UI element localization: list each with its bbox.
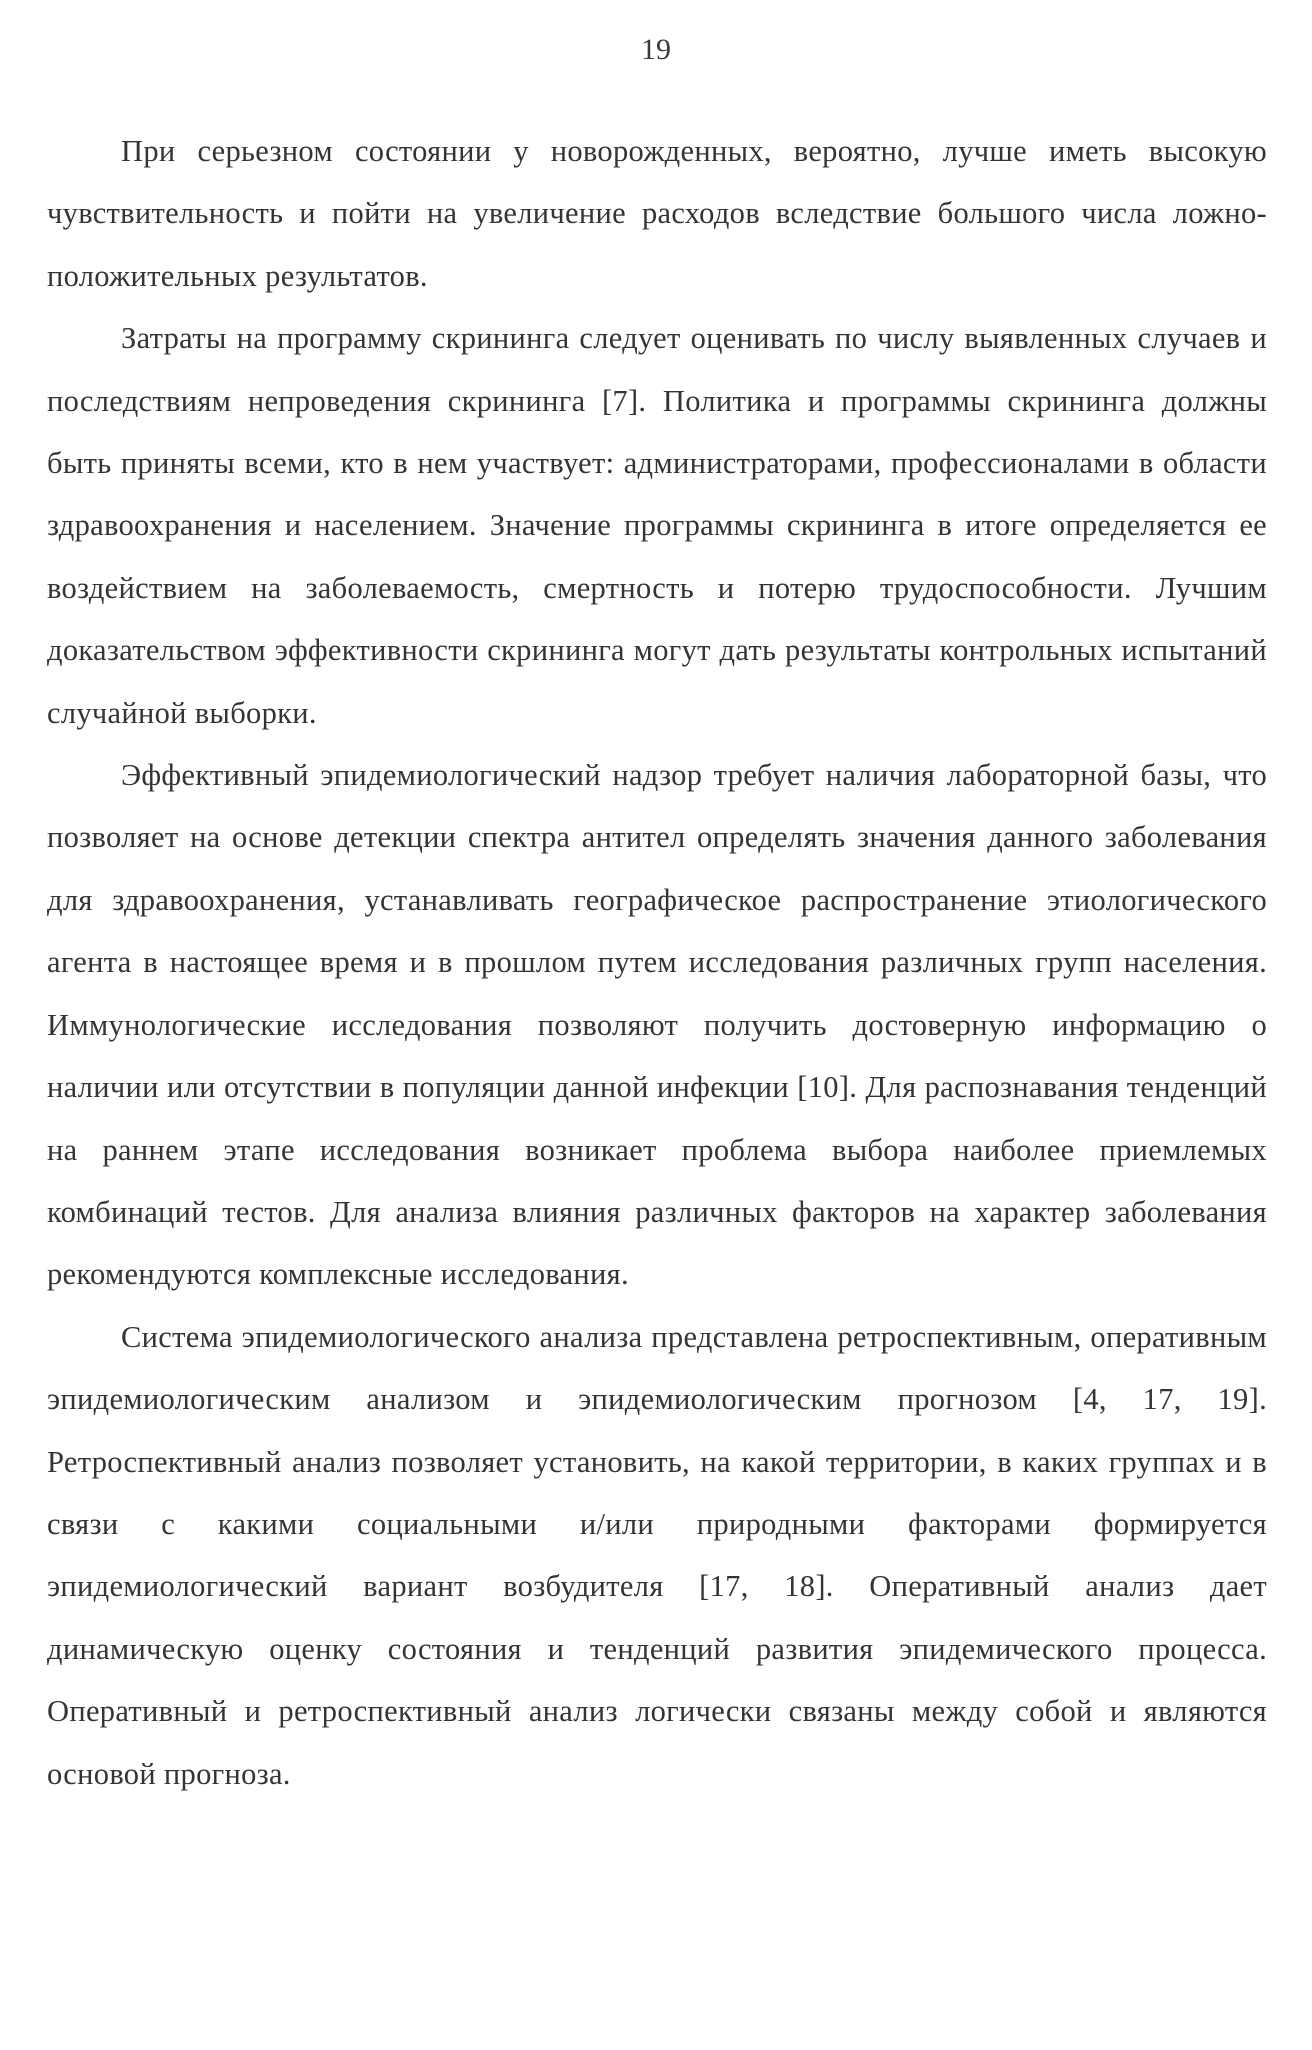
paragraph-newborn-screening: При серьезном состоянии у новорожденных, вероятно, лучше иметь высокую чувствительность и пойти на увеличение расходов вследствие большого числа ложно-положительных результатов. <box>47 134 1267 293</box>
page-number: 19 <box>641 33 671 66</box>
paragraph-analysis-system: Система эпидемиологического анализа представлена ретроспективным, оперативным эпидемиологическим анализом и эпидемиологическим прогнозом [4, 17, 19]. Ретроспективный анализ позволяет установить, на какой территории, в каких группах и в связи с какими социальными и/или природными факторами формируется эпидемиологический вариант возбудителя [17, 18]. Оперативный анализ дает динамическую оценку состояния и тенденций развития эпидемического процесса. Оперативный и ретроспективный анализ логически связаны между собой и являются основой прогноза. <box>47 1319 1267 1791</box>
document-body <box>47 120 1267 1805</box>
paragraph-screening-costs: Затраты на программу скрининга следует оценивать по числу выявленных случаев и последствиям непроведения скрининга [7]. Политика и программы скрининга должны быть приняты всеми, кто в нем участвует: администраторами, профессионалами в области здравоохранения и населением. Значение программы скрининга в итоге определяется ее воздействием на заболеваемость, смертность и потерю трудоспособности. Лучшим доказательством эффективности скрининга могут дать результаты контрольных испытаний случайной выборки. <box>47 321 1267 730</box>
paragraph-epidemiological-surveillance: Эффективный эпидемиологический надзор требует наличия лабораторной базы, что позволяет на основе детекции спектра антител определять значения данного заболевания для здравоохранения, устанавливать географическое распространение этиологического агента в настоящее время и в прошлом путем исследования различных групп населения. Иммунологические исследования позволяют получить достоверную информацию о наличии или отсутствии в популяции данной инфекции [10]. Для распознавания тенденций на раннем этапе исследования возникает проблема выбора наиболее приемлемых комбинаций тестов. Для анализа влияния различных факторов на характер заболевания рекомендуются комплексные исследования. <box>47 758 1267 1292</box>
